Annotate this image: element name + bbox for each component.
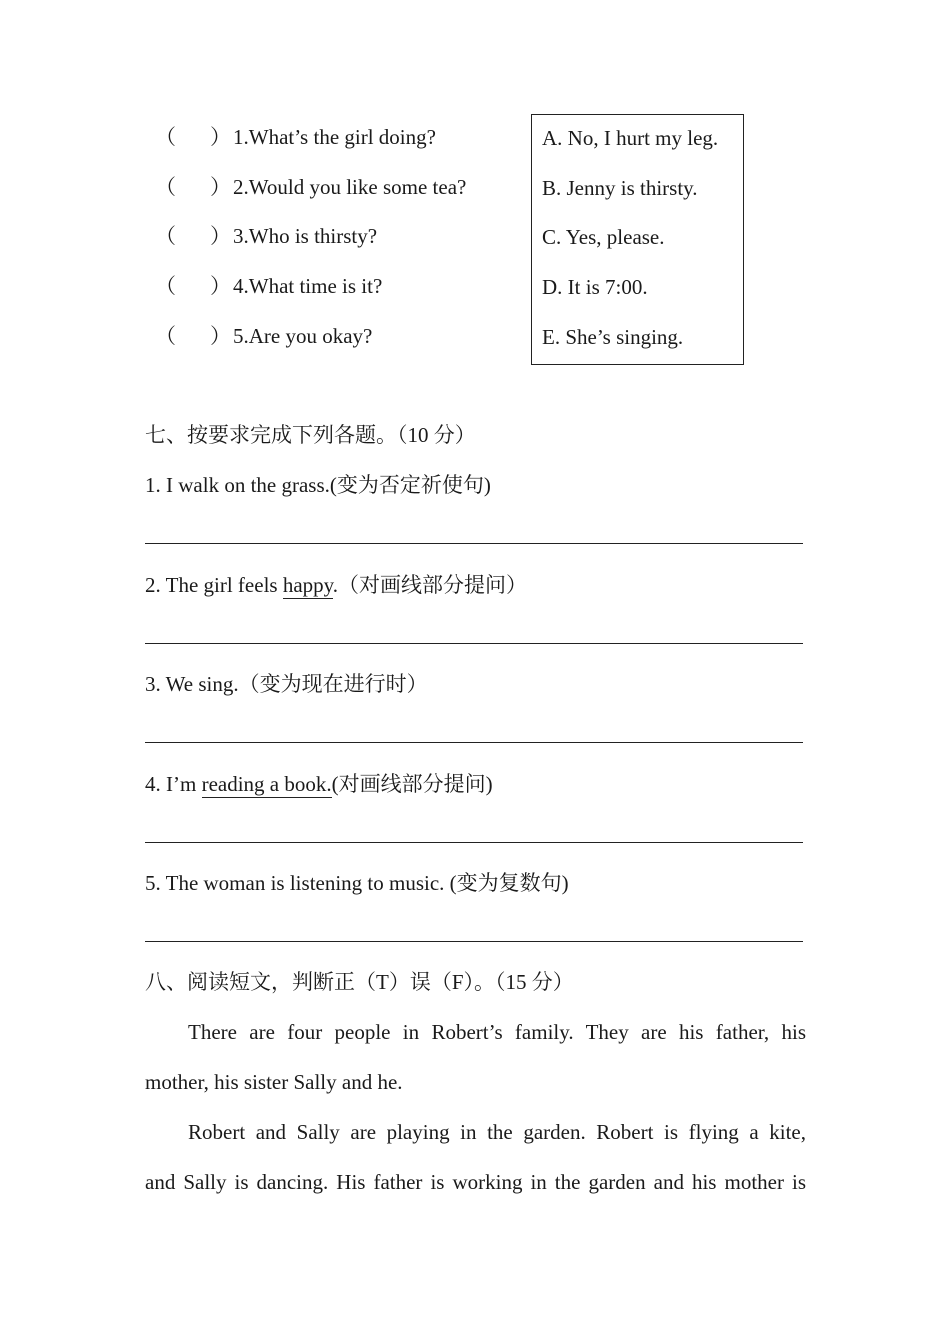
reading-line-4: and Sally is dancing. His father is working in the garden and his mother is (145, 1170, 806, 1194)
answer-paren-open: （ (155, 175, 176, 199)
question-text: 1.What’s the girl doing? (233, 125, 436, 149)
matching-question-1 (0, 123, 520, 151)
section-8-heading: 八、阅读短文，判断正（T）误（F）。（15 分） (145, 970, 574, 994)
option-b: B. Jenny is thirsty. (542, 176, 698, 200)
item-text: 2. The girl feels (145, 573, 283, 597)
item-text: 5. The woman is listening to music. (变为复数句) (145, 871, 569, 895)
answer-paren-close: ） (210, 274, 231, 298)
item-text: 4. I’m (145, 772, 202, 796)
answer-paren-open: （ (155, 324, 176, 348)
matching-question-4 (0, 272, 520, 300)
underlined-word: happy (282, 573, 333, 597)
reading-line-1: There are four people in Robert’s family. They are his father, his (188, 1020, 806, 1044)
matching-question-2 (0, 173, 520, 201)
reading-line-2: mother, his sister Sally and he. (145, 1070, 403, 1094)
answer-paren-open: （ (155, 224, 176, 248)
exercise-item-1 (145, 471, 491, 499)
exercise-item-4 (145, 770, 493, 798)
answer-line-1[interactable] (145, 543, 803, 544)
reading-line-3: Robert and Sally are playing in the garden. Robert is flying a kite, (188, 1120, 806, 1144)
answer-paren-close: ） (210, 125, 231, 149)
answer-line-4[interactable] (145, 842, 803, 843)
answer-options-box (531, 114, 744, 365)
matching-question-5 (0, 322, 520, 350)
matching-question-3 (0, 222, 520, 250)
question-text: 5.Are you okay? (233, 324, 373, 348)
answer-paren-open: （ (155, 274, 176, 298)
answer-paren-close: ） (210, 324, 231, 348)
answer-paren-open: （ (155, 125, 176, 149)
option-e: E. She’s singing. (542, 325, 684, 349)
answer-line-2[interactable] (145, 643, 803, 644)
option-a: A. No, I hurt my leg. (542, 126, 719, 150)
question-text: 4.What time is it? (233, 274, 383, 298)
answer-paren-close: ） (210, 175, 231, 199)
exercise-item-5 (145, 869, 569, 897)
question-text: 3.Who is thirsty? (233, 224, 378, 248)
answer-line-3[interactable] (145, 742, 803, 743)
underlined-phrase: reading a book. (201, 772, 332, 796)
exercise-item-2 (145, 571, 527, 599)
question-text: 2.Would you like some tea? (233, 175, 467, 199)
option-d: D. It is 7:00. (542, 275, 648, 299)
exercise-item-3 (145, 670, 428, 698)
item-text: 1. I walk on the grass.(变为否定祈使句) (145, 473, 491, 497)
answer-line-5[interactable] (145, 941, 803, 942)
item-instruction: (对画线部分提问) (331, 772, 493, 796)
item-text: 3. We sing.（变为现在进行时） (145, 672, 428, 696)
section-7-heading: 七、按要求完成下列各题。（10 分） (145, 423, 476, 447)
option-c: C. Yes, please. (542, 225, 665, 249)
item-instruction: .（对画线部分提问） (332, 573, 528, 597)
answer-paren-close: ） (210, 224, 231, 248)
